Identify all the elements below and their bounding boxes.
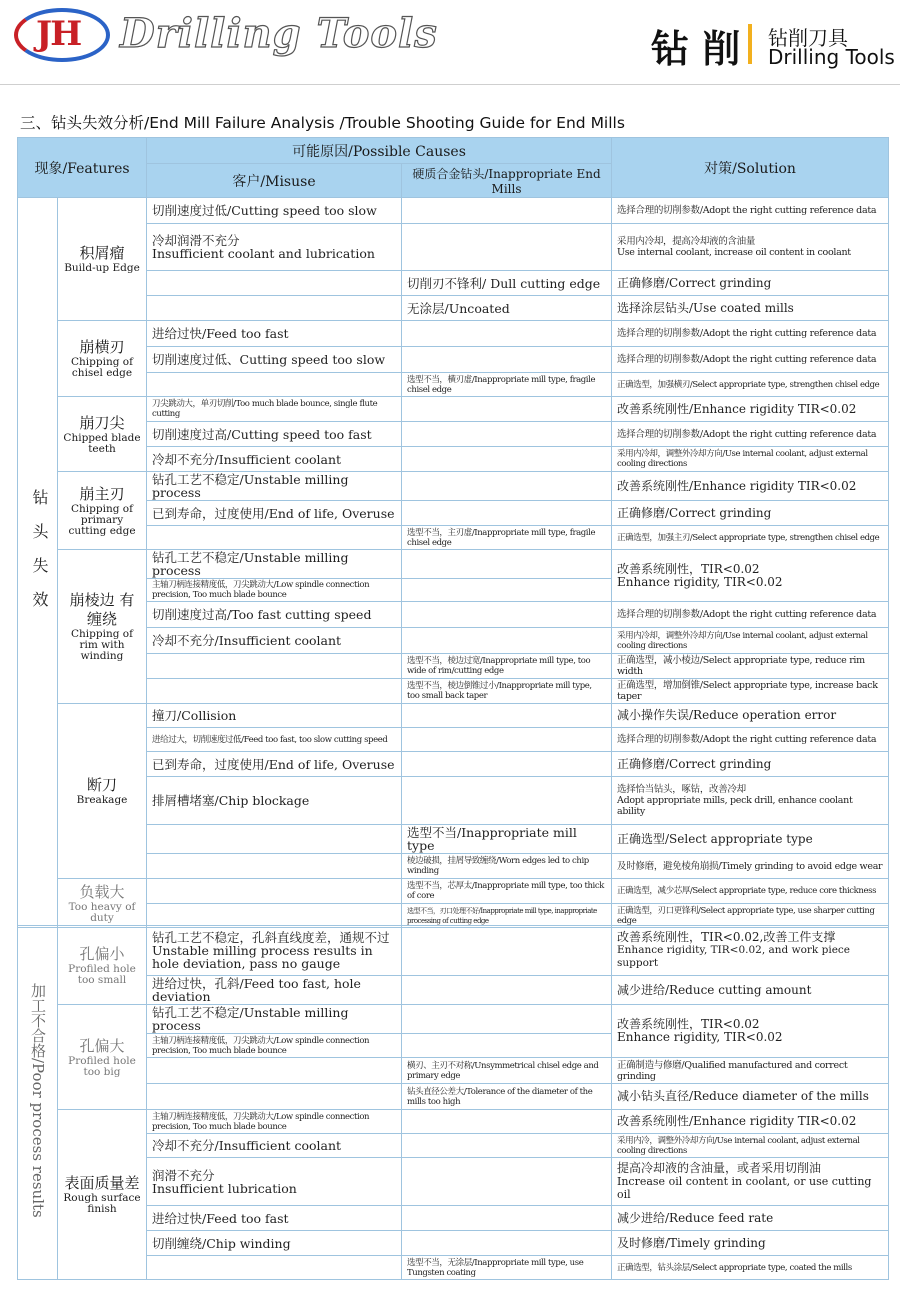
table-row	[18, 654, 889, 679]
inappropriate-cell	[402, 926, 612, 976]
misuse-cell: 切削速度过低、Cutting speed too slow	[147, 347, 402, 373]
table-row	[18, 704, 889, 728]
table-row	[18, 1110, 889, 1134]
misuse-cell: 润滑不充分 Insufficient lubrication	[147, 1158, 402, 1206]
feature-breakage: 断刀 Breakage	[58, 704, 147, 879]
misuse-cell: 钻孔工艺不稳定/Unstable milling process	[147, 550, 402, 579]
misuse-cell: 已到寿命，过度使用/End of life, Overuse	[147, 501, 402, 526]
solution-cell: 采用内冷却，提高冷却液的含油量 Use internal coolant, increase oil content in coolant	[612, 224, 889, 271]
misuse-cell: 切削速度过高/Cutting speed too fast	[147, 422, 402, 447]
inappropriate-cell	[402, 397, 612, 422]
solution-cell: 改善系统刚性，TIR<0.02,改善工件支撑 Enhance rigidity, TIR<0.02, and work piece support	[612, 926, 889, 976]
table-row	[18, 550, 889, 579]
table-row	[18, 752, 889, 777]
inappropriate-cell	[402, 472, 612, 501]
inappropriate-cell	[402, 224, 612, 271]
inappropriate-cell	[402, 1134, 612, 1158]
inappropriate-cell	[402, 579, 612, 602]
misuse-cell	[147, 904, 402, 928]
table-row	[18, 854, 889, 879]
inappropriate-cell	[402, 704, 612, 728]
table-row	[18, 1158, 889, 1206]
page-header	[0, 0, 900, 78]
misuse-cell	[147, 373, 402, 397]
misuse-cell	[147, 1084, 402, 1110]
inappropriate-cell: 横刃、主刃不对称/Unsymmetrical chisel edge and primary edge	[402, 1058, 612, 1084]
misuse-cell: 主轴刀柄连接精度低，刀尖跳动大/Low spindle connection precision, Too much blade bounce	[147, 579, 402, 602]
table-row	[18, 904, 889, 928]
solution-cell: 选择合理的切削参数/Adopt the right cutting reference data	[612, 347, 889, 373]
table-row	[18, 825, 889, 854]
inappropriate-cell	[402, 1005, 612, 1034]
table-row	[18, 526, 889, 550]
table-header-row	[18, 138, 889, 164]
table-row	[18, 1256, 889, 1280]
misuse-cell: 冷却不充分/Insufficient coolant	[147, 1134, 402, 1158]
inappropriate-cell: 棱边破损，挂屑导致缠绕/Worn edges led to chip winding	[402, 854, 612, 879]
solution-cell: 改善系统刚性/Enhance rigidity TIR<0.02	[612, 397, 889, 422]
category-poor-process: 加工不合格/Poor process results	[18, 926, 58, 1280]
inappropriate-cell: 选型不当，棱边倒锥过小/Inappropriate mill type, too small back taper	[402, 679, 612, 704]
inappropriate-cell: 钻头直径公差大/Tolerance of the diameter of the mills too high	[402, 1084, 612, 1110]
misuse-cell: 冷却不充分/Insufficient coolant	[147, 628, 402, 654]
solution-cell: 正确选型/Select appropriate type	[612, 825, 889, 854]
table-row	[18, 224, 889, 271]
inappropriate-cell	[402, 1034, 612, 1058]
solution-cell: 正确选型，增加倒锥/Select appropriate type, increase back taper	[612, 679, 889, 704]
solution-cell: 减少进给/Reduce feed rate	[612, 1206, 889, 1231]
table-row	[18, 397, 889, 422]
table-row	[18, 1134, 889, 1158]
solution-cell: 正确选型，刃口更锋利/Select appropriate type, use sharper cutting edge	[612, 904, 889, 928]
misuse-cell: 进给过快/Feed too fast	[147, 321, 402, 347]
feature-too-heavy-duty: 负载大 Too heavy of duty	[58, 879, 147, 928]
misuse-cell: 进给过快，孔斜/Feed too fast, hole deviation	[147, 976, 402, 1005]
misuse-cell: 刀尖跳动大，单刃切削/Too much blade bounce, single flute cutting	[147, 397, 402, 422]
inappropriate-cell	[402, 1206, 612, 1231]
table-row	[18, 777, 889, 825]
table-row	[18, 296, 889, 321]
table-row	[18, 976, 889, 1005]
category-drill-failure: 钻头失效	[18, 198, 58, 928]
inappropriate-cell: 选型不当，芯厚太/Inappropriate mill type, too thick of core	[402, 879, 612, 904]
solution-cell: 正确选型，减小棱边/Select appropriate type, reduce rim width	[612, 654, 889, 679]
misuse-cell: 撞刀/Collision	[147, 704, 402, 728]
table-row	[18, 321, 889, 347]
solution-cell: 采用内冷，调整外冷却方向/Use internal coolant, adjust external cooling directions	[612, 1134, 889, 1158]
misuse-cell	[147, 879, 402, 904]
inappropriate-cell	[402, 1231, 612, 1256]
table-row	[18, 879, 889, 904]
inappropriate-cell: 选型不当，刃口处理不好/Inappropriate mill type, inappropriate processing of cutting edge	[402, 904, 612, 928]
header-misuse: 客户/Misuse	[147, 164, 402, 198]
inappropriate-cell	[402, 628, 612, 654]
section-title: 三、钻头失效分析/End Mill Failure Analysis /Trouble Shooting Guide for End Mills	[20, 114, 625, 132]
misuse-cell	[147, 1256, 402, 1280]
misuse-cell	[147, 526, 402, 550]
category-subtitle-cn: 钻削刀具	[768, 26, 848, 50]
solution-cell: 选择恰当钻头，啄钻，改善冷却 Adopt appropriate mills, peck drill, enhance coolant ability	[612, 777, 889, 825]
table-row	[18, 271, 889, 296]
inappropriate-cell	[402, 550, 612, 579]
solution-cell: 提高冷却液的含油量，或者采用切削油 Increase oil content in coolant, or use cutting oil	[612, 1158, 889, 1206]
solution-cell: 采用内冷却，调整外冷却方向/Use internal coolant, adjust external cooling directions	[612, 628, 889, 654]
solution-cell: 改善系统刚性，TIR<0.02 Enhance rigidity, TIR<0.02	[612, 1005, 889, 1058]
solution-cell: 及时修磨，避免棱角崩损/Timely grinding to avoid edge wear	[612, 854, 889, 879]
table-row	[18, 1005, 889, 1034]
table-row	[18, 679, 889, 704]
table-row	[18, 628, 889, 654]
misuse-cell: 已到寿命，过度使用/End of life, Overuse	[147, 752, 402, 777]
inappropriate-cell: 选型不当，棱边过宽/Inappropriate mill type, too wide of rim/cutting edge	[402, 654, 612, 679]
inappropriate-cell	[402, 422, 612, 447]
feature-rough-surface: 表面质量差 Rough surface finish	[58, 1110, 147, 1280]
inappropriate-cell	[402, 1110, 612, 1134]
solution-cell: 正确选型，减少芯厚/Select appropriate type, reduce core thickness	[612, 879, 889, 904]
solution-cell: 正确选型，加强主刃/Select appropriate type, strengthen chisel edge	[612, 526, 889, 550]
inappropriate-cell	[402, 602, 612, 628]
table-row	[18, 1084, 889, 1110]
inappropriate-cell	[402, 976, 612, 1005]
inappropriate-cell	[402, 447, 612, 472]
header-inappropriate: 硬质合金钻头/Inappropriate End Mills	[402, 164, 612, 198]
header-solution: 对策/Solution	[612, 138, 889, 198]
solution-cell: 选择合理的切削参数/Adopt the right cutting reference data	[612, 728, 889, 752]
solution-cell: 减小操作失误/Reduce operation error	[612, 704, 889, 728]
misuse-cell	[147, 271, 402, 296]
table-row	[18, 728, 889, 752]
solution-cell: 选择涂层钻头/Use coated mills	[612, 296, 889, 321]
feature-chipped-blade-teeth: 崩刀尖 Chipped blade teeth	[58, 397, 147, 472]
category-title-cn: 钻 削	[651, 27, 741, 71]
inappropriate-cell	[402, 728, 612, 752]
misuse-cell: 进给过快/Feed too fast	[147, 1206, 402, 1231]
table-row	[18, 422, 889, 447]
header-rule	[0, 84, 900, 85]
misuse-cell	[147, 825, 402, 854]
misuse-cell	[147, 679, 402, 704]
table-row	[18, 472, 889, 501]
solution-cell: 正确修磨/Correct grinding	[612, 271, 889, 296]
table-row	[18, 373, 889, 397]
solution-cell: 正确制造与修磨/Qualified manufactured and correct grinding	[612, 1058, 889, 1084]
category-divider	[748, 24, 752, 64]
solution-cell: 正确选型，加强横刃/Select appropriate type, strengthen chisel edge	[612, 373, 889, 397]
solution-cell: 及时修磨/Timely grinding	[612, 1231, 889, 1256]
inappropriate-cell	[402, 321, 612, 347]
misuse-cell	[147, 854, 402, 879]
inappropriate-cell	[402, 1158, 612, 1206]
table-row	[18, 1058, 889, 1084]
table-row	[18, 1231, 889, 1256]
misuse-cell: 主轴刀柄连接精度低，刀尖跳动大/Low spindle connection precision, Too much blade bounce	[147, 1034, 402, 1058]
solution-cell: 改善系统刚性/Enhance rigidity TIR<0.02	[612, 1110, 889, 1134]
feature-hole-too-small: 孔偏小 Profiled hole too small	[58, 926, 147, 1005]
misuse-cell: 钻孔工艺不稳定/Unstable milling process	[147, 1005, 402, 1034]
feature-hole-too-big: 孔偏大 Profiled hole too big	[58, 1005, 147, 1110]
category-subtitle-en: Drilling Tools	[768, 45, 895, 69]
table-row	[18, 602, 889, 628]
solution-cell: 正确修磨/Correct grinding	[612, 752, 889, 777]
feature-chipping-rim: 崩棱边 有缠绕 Chipping of rim with winding	[58, 550, 147, 704]
misuse-cell: 钻孔工艺不稳定/Unstable milling process	[147, 472, 402, 501]
misuse-cell: 切削速度过低/Cutting speed too slow	[147, 198, 402, 224]
feature-build-up-edge: 积屑瘤 Build-up Edge	[58, 198, 147, 321]
inappropriate-cell	[402, 777, 612, 825]
table-row	[18, 447, 889, 472]
solution-cell: 选择合理的切削参数/Adopt the right cutting reference data	[612, 602, 889, 628]
inappropriate-cell	[402, 198, 612, 224]
brand-title: Drilling Tools	[120, 10, 438, 57]
header-features: 现象/Features	[18, 138, 147, 198]
misuse-cell: 冷却不充分/Insufficient coolant	[147, 447, 402, 472]
table-row	[18, 347, 889, 373]
inappropriate-cell	[402, 347, 612, 373]
misuse-cell: 钻孔工艺不稳定，孔斜直线度差，通规不过 Unstable milling process results in hole deviation, pass no gauge	[147, 926, 402, 976]
table-row	[18, 926, 889, 976]
inappropriate-cell: 选型不当，主刃虚/Inappropriate mill type, fragile chisel edge	[402, 526, 612, 550]
solution-cell: 选择合理的切削参数/Adopt the right cutting reference data	[612, 198, 889, 224]
inappropriate-cell: 切削刃不锋利/ Dull cutting edge	[402, 271, 612, 296]
table-row	[18, 1206, 889, 1231]
logo-text: JH	[36, 14, 81, 54]
feature-chipping-chisel-edge: 崩横刃 Chipping of chisel edge	[58, 321, 147, 397]
feature-chipping-primary-edge: 崩主刃 Chipping of primary cutting edge	[58, 472, 147, 550]
solution-cell: 采用内冷却，调整外冷却方向/Use internal coolant, adjust external cooling directions	[612, 447, 889, 472]
solution-cell: 正确选型，钻头涂层/Select appropriate type, coated the mills	[612, 1256, 889, 1280]
solution-cell: 减小钻头直径/Reduce diameter of the mills	[612, 1084, 889, 1110]
failure-analysis-table-part2	[17, 925, 889, 1280]
misuse-cell: 冷却润滑不充分 Insufficient coolant and lubrication	[147, 224, 402, 271]
inappropriate-cell: 选型不当/Inappropriate mill type	[402, 825, 612, 854]
misuse-cell: 排屑槽堵塞/Chip blockage	[147, 777, 402, 825]
inappropriate-cell: 无涂层/Uncoated	[402, 296, 612, 321]
solution-cell: 选择合理的切削参数/Adopt the right cutting reference data	[612, 422, 889, 447]
solution-cell: 选择合理的切削参数/Adopt the right cutting reference data	[612, 321, 889, 347]
misuse-cell: 主轴刀柄连接精度低，刀尖跳动大/Low spindle connection precision, Too much blade bounce	[147, 1110, 402, 1134]
inappropriate-cell: 选型不当，无涂层/Inappropriate mill type, use Tungsten coating	[402, 1256, 612, 1280]
misuse-cell	[147, 654, 402, 679]
misuse-cell: 进给过大，切削速度过低/Feed too fast, too slow cutting speed	[147, 728, 402, 752]
solution-cell: 改善系统刚性/Enhance rigidity TIR<0.02	[612, 472, 889, 501]
solution-cell: 正确修磨/Correct grinding	[612, 501, 889, 526]
misuse-cell	[147, 296, 402, 321]
misuse-cell	[147, 1058, 402, 1084]
inappropriate-cell	[402, 501, 612, 526]
solution-cell: 改善系统刚性，TIR<0.02 Enhance rigidity, TIR<0.02	[612, 550, 889, 602]
misuse-cell: 切削缠绕/Chip winding	[147, 1231, 402, 1256]
failure-analysis-table	[17, 137, 889, 928]
header-possible-causes: 可能原因/Possible Causes	[147, 138, 612, 164]
table-row	[18, 198, 889, 224]
solution-cell: 减少进给/Reduce cutting amount	[612, 976, 889, 1005]
inappropriate-cell: 选型不当，横刃虚/Inappropriate mill type, fragile chisel edge	[402, 373, 612, 397]
misuse-cell: 切削速度过高/Too fast cutting speed	[147, 602, 402, 628]
inappropriate-cell	[402, 752, 612, 777]
table-row	[18, 501, 889, 526]
